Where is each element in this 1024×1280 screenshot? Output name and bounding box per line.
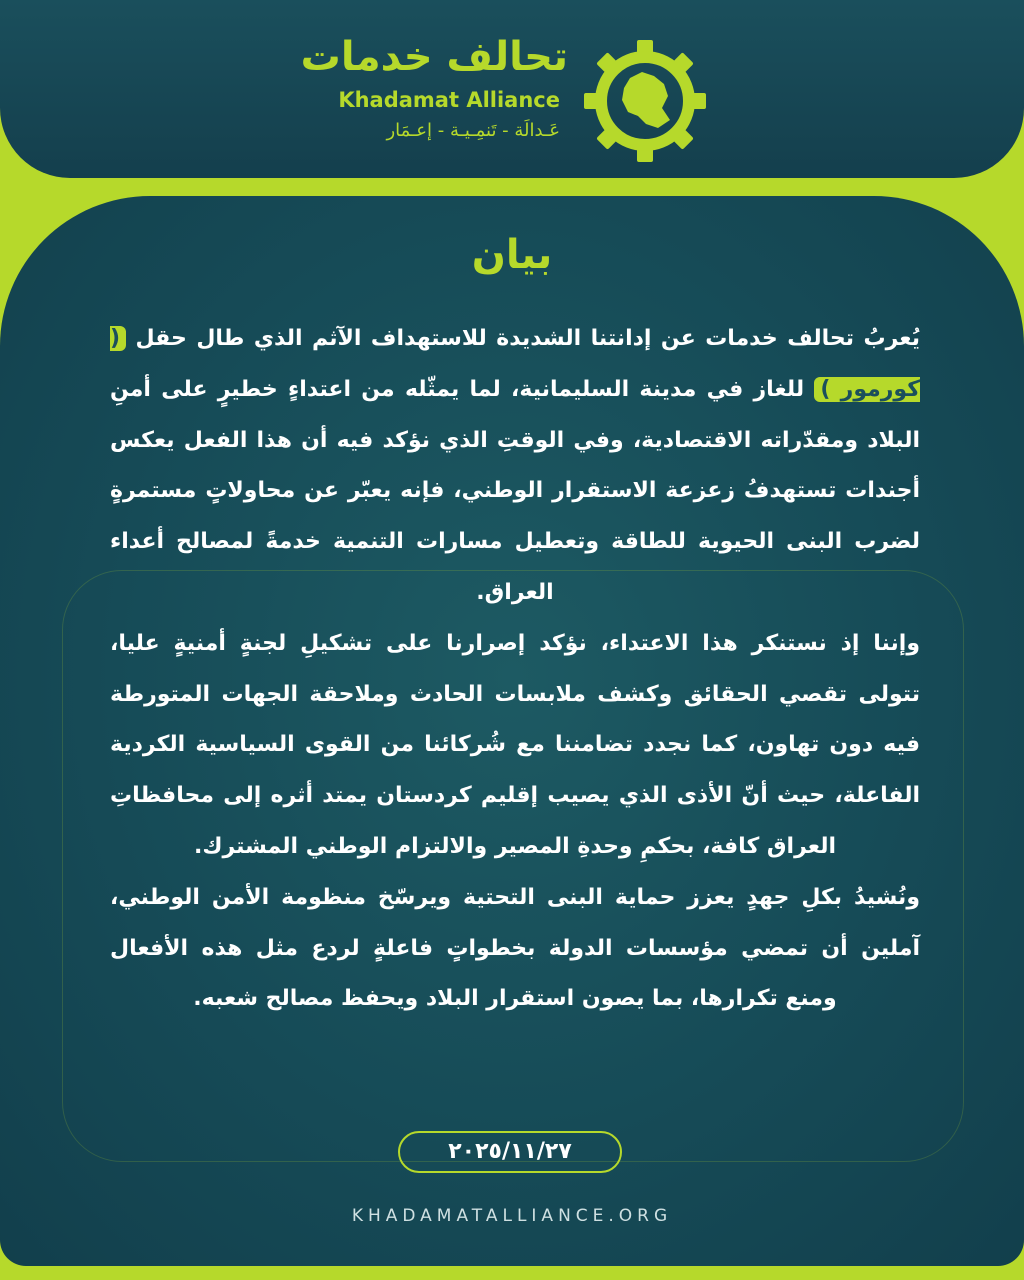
logo-english-name: Khadamat Alliance	[338, 88, 560, 112]
header-banner	[0, 0, 1024, 178]
date-badge: ٢٠٢٥/١١/٢٧	[398, 1131, 622, 1173]
website-url: KHADAMATALLIANCE.ORG	[351, 1206, 673, 1226]
gear-iraq-map-icon	[582, 38, 708, 164]
paragraph-2: وإننا إذ نستنكر هذا الاعتداء، نؤكد إصرارنا على تشكيلِ لجنةٍ أمنيةٍ عليا، تتولى تقصي الحقائق وكشف ملابسات الحادث وملاحقة الجهات المتورطة فيه دون تهاون، كما نجدد تضامننا مع شُركائنا من القوى السياسية الكردية الفاعلة، حيث أنّ الأذى الذي يصيب إقليم كردستان يمتد أثره إلى محافظاتِ العراق كافة، بحكمِ وحدةِ المصير والالتزام الوطني المشترك.	[110, 630, 920, 859]
statement-body	[110, 314, 920, 1025]
paragraph-1-end: للغاز في مدينة السليمانية، لما يمثّله من اعتداءٍ خطيرٍ على أمنِ البلاد ومقدّراته الاقتصادية، وفي الوقتِ الذي نؤكد فيه أن هذا الفعل يعكس أجندات تستهدفُ زعزعة الاستقرار الوطني، فإنه يعبّر عن محاولاتٍ مستمرةٍ لضرب البنى الحيوية للطاقة وتعطيل مسارات التنمية خدمةً لمصالح أعداء العراق.	[110, 376, 920, 605]
paragraph-3: ونُشيدُ بكلِ جهدٍ يعزز حماية البنى التحتية ويرسّخ منظومة الأمن الوطني، آملين أن تمضي مؤسسات الدولة بخطواتٍ فاعلةٍ لردع مثل هذه الأفعال ومنع تكرارها، بما يصون استقرار البلاد ويحفظ مصالح شعبه.	[110, 884, 920, 1012]
logo-tagline: عَـدالَة - تَنمِـيـة - إعـمَار	[386, 120, 560, 141]
logo	[300, 28, 708, 158]
paragraph-1	[110, 314, 920, 619]
paragraph-1-start: يُعربُ تحالف خدمات عن إدانتنا الشديدة للاستهداف الآثم الذي طال حقل	[135, 326, 920, 351]
highlighted-field-name: ( كورمور )	[110, 326, 921, 402]
statement-title: بيان	[471, 232, 553, 278]
logo-arabic-name: تحالف خدمات	[300, 34, 568, 80]
